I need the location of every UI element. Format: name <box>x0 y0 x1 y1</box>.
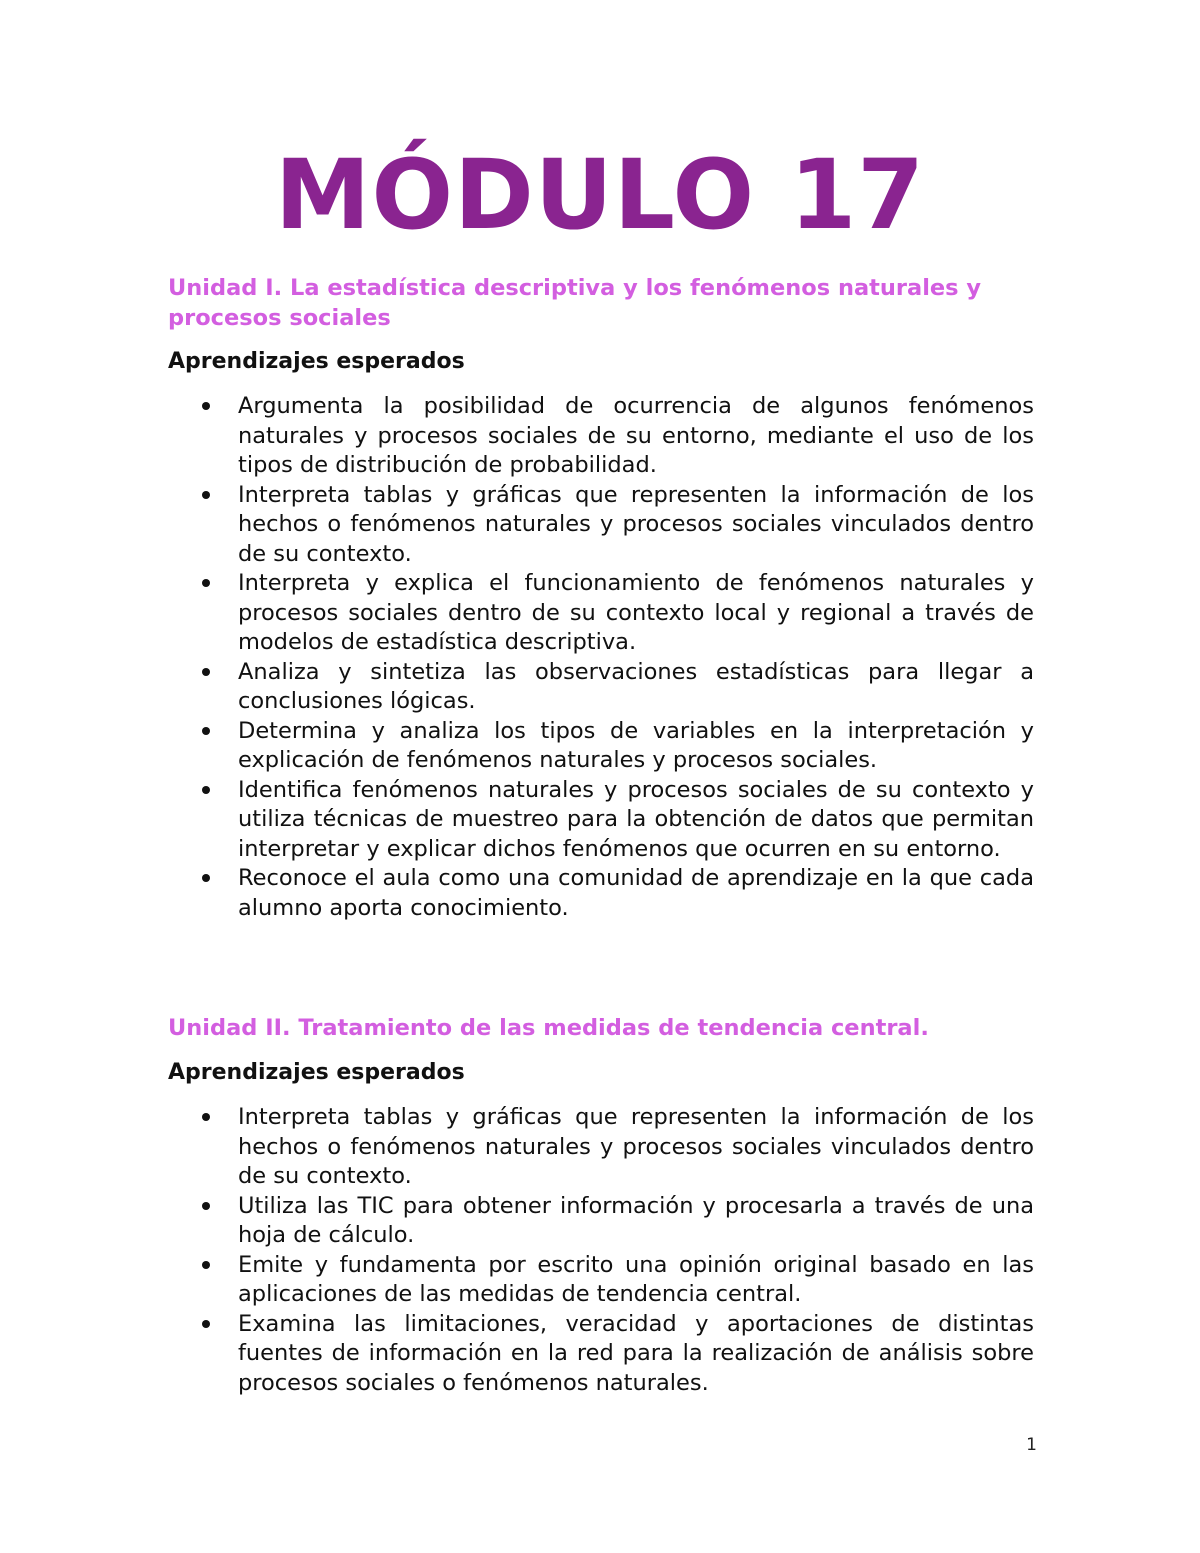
list-item <box>238 1192 1034 1251</box>
unit-2-learning-list <box>238 1103 1034 1398</box>
list-item <box>238 1251 1034 1310</box>
bullet-icon <box>202 668 210 676</box>
list-item <box>238 1310 1034 1399</box>
bullet-icon <box>202 1202 210 1210</box>
bullet-icon <box>202 491 210 499</box>
unit-2-heading: Unidad II. Tratamiento de las medidas de tendencia central. <box>168 1015 929 1041</box>
module-title: MÓDULO 17 <box>274 139 926 251</box>
list-item <box>238 776 1034 865</box>
list-item-text: Argumenta la posibilidad de ocurrencia de algunos fenómenos naturales y procesos sociales de su entorno, mediante el uso de los tipos de distribución de probabilidad. <box>238 393 1034 478</box>
bullet-icon <box>202 727 210 735</box>
list-item-text: Emite y fundamenta por escrito una opinión original basado en las aplicaciones de las medidas de tendencia central. <box>238 1251 1034 1307</box>
unit-2-subheading: Aprendizajes esperados <box>168 1060 465 1085</box>
unit-1-subheading: Aprendizajes esperados <box>168 349 465 374</box>
list-item-text: Interpreta tablas y gráficas que representen la información de los hechos o fenómenos naturales y procesos sociales vinculados dentro de su contexto. <box>238 1104 1034 1189</box>
bullet-icon <box>202 402 210 410</box>
bullet-icon <box>202 1320 210 1328</box>
list-item-text: Determina y analiza los tipos de variables en la interpretación y explicación de fenómenos naturales y procesos sociales. <box>238 717 1034 773</box>
unit-1-heading: Unidad I. La estadística descriptiva y los fenómenos naturales y procesos sociales <box>168 275 982 331</box>
list-item-text: Examina las limitaciones, veracidad y aportaciones de distintas fuentes de información en la red para la realización de análisis sobre procesos sociales o fenómenos naturales. <box>238 1310 1034 1396</box>
list-item-text: Interpreta tablas y gráficas que representen la información de los hechos o fenómenos naturales y procesos sociales vinculados dentro de su contexto. <box>238 481 1034 567</box>
list-item-text: Reconoce el aula como una comunidad de aprendizaje en la que cada alumno aporta conocimiento. <box>238 865 1034 921</box>
unit-1-learning-list <box>238 392 1034 923</box>
list-item-text: Analiza y sintetiza las observaciones estadísticas para llegar a conclusiones lógicas. <box>238 658 1034 714</box>
list-item <box>238 481 1034 570</box>
list-item <box>238 1103 1034 1192</box>
bullet-icon <box>202 786 210 794</box>
list-item-text: Identifica fenómenos naturales y procesos sociales de su contexto y utiliza técnicas de muestreo para la obtención de datos que permitan interpretar y explicar dichos fenómenos que ocurren en su entorno. <box>238 776 1034 862</box>
page-number: 1 <box>1026 1435 1037 1455</box>
list-item <box>238 864 1034 923</box>
bullet-icon <box>202 874 210 882</box>
bullet-icon <box>202 579 210 587</box>
list-item <box>238 658 1034 717</box>
list-item <box>238 392 1034 481</box>
bullet-icon <box>202 1261 210 1269</box>
list-item-text: Interpreta y explica el funcionamiento de fenómenos naturales y procesos sociales dentro de su contexto local y regional a través de modelos de estadística descriptiva. <box>238 570 1034 655</box>
list-item-text: Utiliza las TIC para obtener información y procesarla a través de una hoja de cálculo. <box>238 1192 1034 1248</box>
list-item <box>238 717 1034 776</box>
list-item <box>238 569 1034 658</box>
bullet-icon <box>202 1113 210 1121</box>
